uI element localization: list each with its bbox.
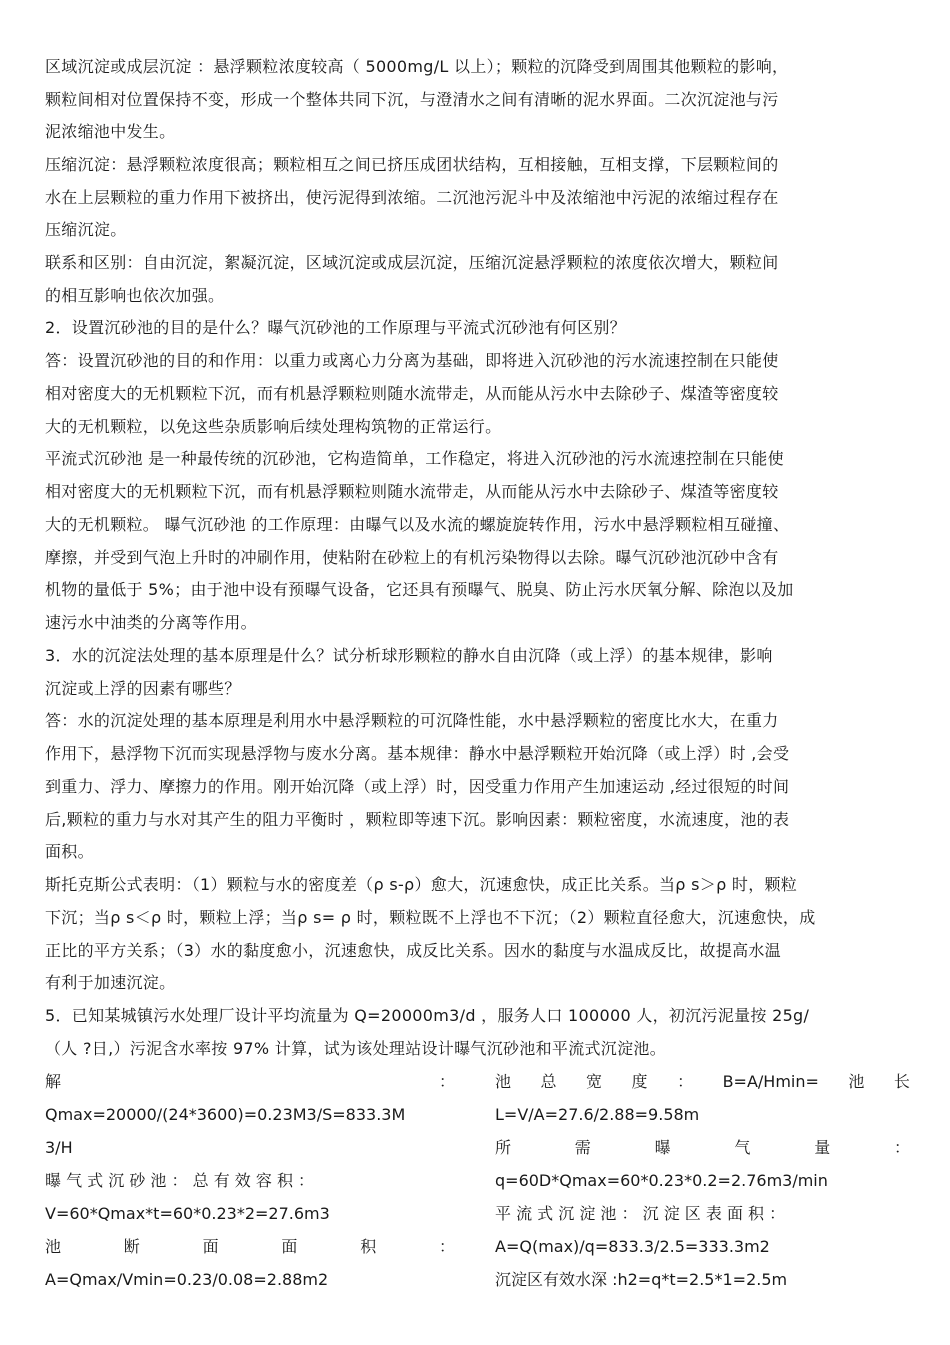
question-heading: 3．水的沉淀法处理的基本原理是什么？试分析球形颗粒的静水自由沉降（或上浮）的基本规律，影响 (45, 646, 773, 665)
text-line: 有利于加速沉淀。 (45, 973, 176, 992)
label-char: 宽 (586, 1072, 603, 1091)
width-formula: B=A/Hmin= (722, 1072, 819, 1091)
label-char: 池 (495, 1072, 512, 1091)
text-line: 下沉；当ρ s＜ρ 时，颗粒上浮；当ρ s= ρ 时，颗粒既不上浮也不下沉；（2）颗粒直径愈大，沉速愈快，成 (45, 908, 816, 927)
label-char: 总 (540, 1072, 557, 1091)
solution-left-column (45, 1072, 455, 1312)
text-line: 的相互影响也依次加强。 (45, 286, 225, 305)
settle-area-formula: A=Q(max)/q=833.3/2.5=333.3m2 (495, 1237, 770, 1256)
label-char: 积 (360, 1237, 377, 1256)
text-line: 后,颗粒的重力与水对其产生的阻力平衡时 ，颗粒即等速下沉。影响因素：颗粒密度，水流速度，池的表 (45, 810, 790, 829)
width-label (495, 1072, 910, 1092)
label-char: 面 (202, 1237, 219, 1256)
solution-right-column (495, 1072, 910, 1312)
depth-formula: 沉淀区有效水深 :h2=q*t=2.5*1=2.5m (495, 1270, 788, 1289)
label-char: 度 (631, 1072, 648, 1091)
text-line: 相对密度大的无机颗粒下沉，而有机悬浮颗粒则随水流带走，从而能从污水中去除砂子、煤渣等密度较 (45, 384, 779, 403)
settle-area-label: 平 流 式 沉 淀 池 ： 沉 淀 区 表 面 积 ： (495, 1204, 786, 1223)
text-line: 答：设置沉砂池的目的和作用：以重力或离心力分离为基础，即将进入沉砂池的污水流速控制在只能使 (45, 351, 779, 370)
label-char: 池 (45, 1237, 62, 1256)
qmax-formula: Qmax=20000/(24*3600)=0.23M3/S=833.3M (45, 1105, 406, 1124)
label-char: 曝 (654, 1138, 671, 1157)
text-line: 压缩沉淀：悬浮颗粒浓度很高；颗粒相互之间已挤压成团状结构，互相接触，互相支撑，下层颗粒间的 (45, 155, 779, 174)
text-line: 作用下，悬浮物下沉而实现悬浮物与废水分离。基本规律：静水中悬浮颗粒开始沉降（或上浮）时 ,会受 (45, 744, 790, 763)
area-formula: A=Qmax/Vmin=0.23/0.08=2.88m2 (45, 1270, 329, 1289)
question-heading: 2．设置沉砂池的目的是什么？曝气沉砂池的工作原理与平流式沉砂池有何区别？ (45, 318, 626, 337)
label-char: 气 (734, 1138, 751, 1157)
area-label (45, 1237, 455, 1257)
label-char: ： (893, 1138, 910, 1157)
air-label (495, 1138, 910, 1158)
text-line: 颗粒间相对位置保持不变，形成一个整体共同下沉，与澄清水之间有清晰的泥水界面。二次沉淀池与污 (45, 90, 779, 109)
text-line: 到重力、浮力、摩擦力的作用。刚开始沉降（或上浮）时，因受重力作用产生加速运动 ,经过很短的时间 (45, 777, 790, 796)
length-formula: L=V/A=27.6/2.88=9.58m (495, 1105, 700, 1124)
text-line: 水在上层颗粒的重力作用下被挤出，使污泥得到浓缩。二沉池污泥斗中及浓缩池中污泥的浓缩过程存在 (45, 188, 779, 207)
text-line: 压缩沉淀。 (45, 220, 127, 239)
text-line: 速污水中油类的分离等作用。 (45, 613, 257, 632)
qmax-unit: 3/H (45, 1138, 73, 1157)
question-heading: 5．已知某城镇污水处理厂设计平均流量为 Q=20000m3/d ，服务人口 100000 人，初沉污泥量按 25g/ (45, 1006, 810, 1025)
solve-label: 解 (45, 1072, 62, 1091)
text-line: （人 ?日,）污泥含水率按 97% 计算，试为该处理站设计曝气沉砂池和平流式沉淀池。 (45, 1039, 666, 1058)
text-line: 机物的量低于 5%；由于池中设有预曝气设备，它还具有预曝气、脱臭、防止污水厌氧分解、除泡以及加 (45, 580, 794, 599)
text-line: 大的无机颗粒，以免这些杂质影响后续处理构筑物的正常运行。 (45, 417, 502, 436)
text-line: 区域沉淀或成层沉淀 ：悬浮颗粒浓度较高（ 5000mg/L 以上）；颗粒的沉降受到周围其他颗粒的影响， (45, 57, 789, 76)
label-char: 需 (574, 1138, 591, 1157)
label-char: 断 (123, 1237, 140, 1256)
solve-colon: ： (438, 1072, 455, 1091)
label-char: 所 (495, 1138, 512, 1157)
text-line: 正比的平方关系；（3）水的黏度愈小，沉速愈快，成反比关系。因水的黏度与水温成反比，故提高水温 (45, 941, 781, 960)
text-line: 相对密度大的无机颗粒下沉，而有机悬浮颗粒则随水流带走，从而能从污水中去除砂子、煤渣等密度较 (45, 482, 779, 501)
volume-formula: V=60*Qmax*t=60*0.23*2=27.6m3 (45, 1204, 330, 1223)
solve-row (45, 1072, 455, 1092)
text-line: 泥浓缩池中发生。 (45, 122, 176, 141)
label-char: ： (677, 1072, 694, 1091)
label-char: ： (438, 1237, 455, 1256)
label-char: 量 (814, 1138, 831, 1157)
label-char: 池 (848, 1072, 865, 1091)
text-line: 摩擦，并受到气泡上升时的冲刷作用，使粘附在砂粒上的有机污染物得以去除。曝气沉砂池沉砂中含有 (45, 548, 779, 567)
label-char: 长 (893, 1072, 910, 1091)
text-line: 沉淀或上浮的因素有哪些？ (45, 679, 241, 698)
text-line: 大的无机颗粒。 曝气沉砂池 的工作原理：由曝气以及水流的螺旋旋转作用，污水中悬浮颗粒相互碰撞、 (45, 515, 790, 534)
text-line: 答：水的沉淀处理的基本原理是利用水中悬浮颗粒的可沉降性能，水中悬浮颗粒的密度比水大，在重力 (45, 711, 779, 730)
air-formula: q=60D*Qmax=60*0.23*0.2=2.76m3/min (495, 1171, 828, 1190)
volume-label: 曝 气 式 沉 砂 池 ： 总 有 效 容 积 ： (45, 1171, 315, 1190)
text-line: 面积。 (45, 842, 94, 861)
text-line: 斯托克斯公式表明：（1）颗粒与水的密度差（ρ s-ρ）愈大，沉速愈快，成正比关系。当ρ s＞ρ 时，颗粒 (45, 875, 798, 894)
text-line: 平流式沉砂池 是一种最传统的沉砂池，它构造简单，工作稳定，将进入沉砂池的污水流速控制在只能使 (45, 449, 784, 468)
label-char: 面 (281, 1237, 298, 1256)
text-line: 联系和区别：自由沉淀，絮凝沉淀，区域沉淀或成层沉淀，压缩沉淀悬浮颗粒的浓度依次增大，颗粒间 (45, 253, 779, 272)
